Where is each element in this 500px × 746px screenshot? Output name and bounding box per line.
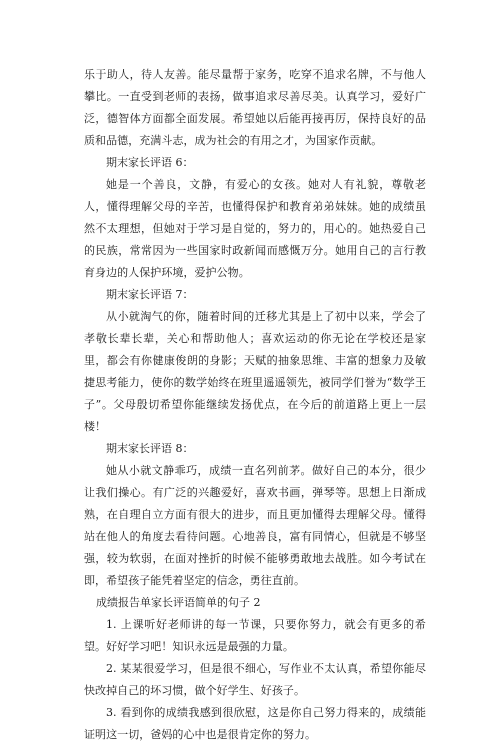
list-item-3: 3. 看到你的成绩我感到很欣慰，这是你自己努力得来的，成绩能证明这一切，爸妈的心中也是很肯定你的努力。 [84,706,426,741]
list-item-1: 1. 上课听好老师讲的每一节课，只要你努力，就会有更多的希望。好好学习吧！知识永远是最强的力量。 [84,618,426,653]
section-paragraph-7: 从小就淘气的你，随着时间的迁移尤其是上了初中以来，学会了孝敬长辈长辈，关心和帮助他人；喜欢运动的你无论在学校还是家里，都会有你健康俊朗的身影；天赋的抽象思维、丰富的想象力及敏捷思考能力，使你的数学始终在班里遥遥领先，被同学们誉为“数学王子”。父母殷切希望你能继续发扬优点，在今后的前道路上更上一层楼！ [84,310,426,433]
section-subtitle-sentences: 成绩报告单家长评语简单的句子 2 [96,596,261,609]
section-heading-8: 期末家长评语 8： [106,442,194,455]
document-page [84,64,426,746]
paragraph-continuation: 乐于助人，待人友善。能尽量帮于家务，吃穿不追求名牌，不与他人攀比。一直受到老师的表扬，做事追求尽善尽美。认真学习，爱好广泛，德智体方面都全面发展。希望她以后能再接再厉，保持良好的品质和品德，充满斗志，成为社会的有用之才，为国家作贡献。 [84,68,426,147]
section-paragraph-8: 她从小就文静乖巧，成绩一直名列前茅。做好自己的本分，很少让我们操心。有广泛的兴趣爱好，喜欢书画，弹琴等。思想上日渐成熟，在自理自立方面有很大的进步，而且更加懂得去理解父母。懂得站在他人的角度去看待问题。心地善良，富有同情心，但就是不够坚强，较为软弱，在面对挫折的时候不能够勇敢地去战胜。如今考试在即，希望孩子能凭着坚定的信念，勇往直前。 [84,464,426,587]
list-item-2: 2. 某某很爱学习，但是很不细心，写作业不太认真，希望你能尽快改掉自己的坏习惯，做个好学生、好孩子。 [84,662,426,697]
section-heading-6: 期末家长评语 6： [106,156,194,169]
section-paragraph-6: 她是一个善良，文静，有爱心的女孩。她对人有礼貌，尊敬老人，懂得理解父母的辛苦，也懂得保护和教育弟弟妹妹。她的成绩虽然不太理想，但她对于学习是自觉的，努力的，用心的。她热爱自己的民族，常常因为一些国家时政新闻而感慨万分。她用自己的言行教育身边的人保护环境，爱护公物。 [84,178,426,279]
section-heading-7: 期末家长评语 7： [106,288,194,301]
